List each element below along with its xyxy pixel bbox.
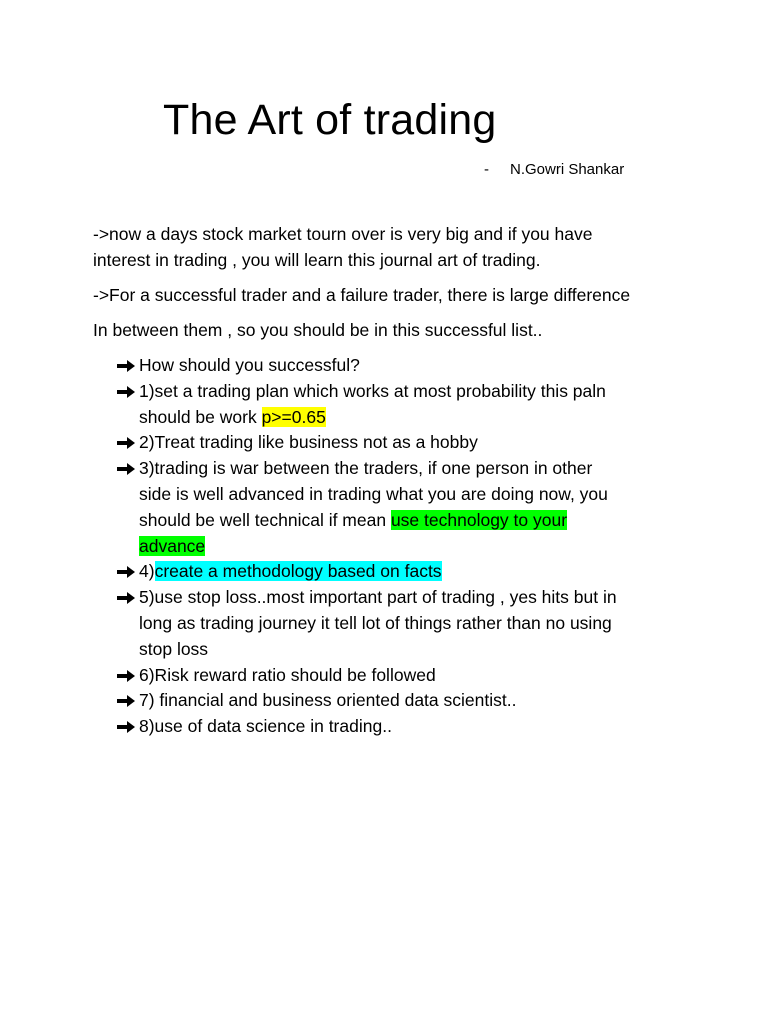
list-item [116,456,617,559]
list-item-text: 7) financial and business oriented data scientist.. [139,690,517,711]
document-title: The Art of trading [163,96,497,144]
right-arrow-icon [116,694,136,708]
list-item [116,714,617,740]
intro-line-2: interest in trading , you will learn this journal art of trading. [93,249,541,270]
author-line [484,160,624,180]
list-item-text: 1)set a trading plan which works at most probability this paln [139,380,606,401]
author-dash: - [484,161,489,178]
right-arrow-icon [116,591,136,605]
right-arrow-icon [116,720,136,734]
successful-list-paragraph: In between them , so you should be in this successful list.. [93,320,543,340]
right-arrow-icon [116,462,136,476]
intro-paragraph [93,222,592,273]
list-item-text [139,405,617,431]
yellow-highlight: p>=0.65 [261,406,326,427]
green-highlight: advance [139,535,206,556]
list-item-text: 2)Treat trading like business not as a hobby [139,432,478,453]
list-item-text: How should you successful? [139,355,360,375]
difference-paragraph: ->For a successful trader and a failure trader, there is large difference [93,285,631,305]
list-item-text: 8)use of data science in trading.. [139,716,392,737]
green-highlight: use technology to your [390,509,568,530]
list-item [116,353,617,379]
list-item [116,688,617,714]
cyan-highlight: create a methodology based on facts [154,561,442,582]
list-item-text [139,534,617,560]
list-item-text: stop loss [139,638,209,659]
list-item [116,585,617,662]
list-item-text: long as trading journey it tell lot of things rather than no using [139,612,612,633]
right-arrow-icon [116,385,136,399]
author-name: N.Gowri Shankar [510,161,625,178]
list-item [116,559,617,585]
list-item-text: 3)trading is war between the traders, if one person in other [139,458,593,479]
list-item-text: 6)Risk reward ratio should be followed [139,664,436,685]
list-item [116,430,617,456]
right-arrow-icon [116,565,136,579]
tips-list [116,353,617,740]
right-arrow-icon [116,669,136,683]
list-item-text-plain: 4) [139,561,155,582]
intro-line-1: ->now a days stock market tourn over is very big and if you have [93,224,593,244]
list-item-text-plain: should be work [139,406,262,427]
right-arrow-icon [116,436,136,450]
list-item-text: 5)use stop loss..most important part of trading , yes hits but in [139,587,617,608]
list-item [116,663,617,689]
right-arrow-icon [116,359,136,373]
list-item-text [139,559,617,585]
list-item-text-plain: should be well technical if mean [139,509,391,530]
list-item-text [139,508,617,534]
list-item-text: side is well advanced in trading what you are doing now, you [139,483,608,504]
list-item [116,379,617,431]
